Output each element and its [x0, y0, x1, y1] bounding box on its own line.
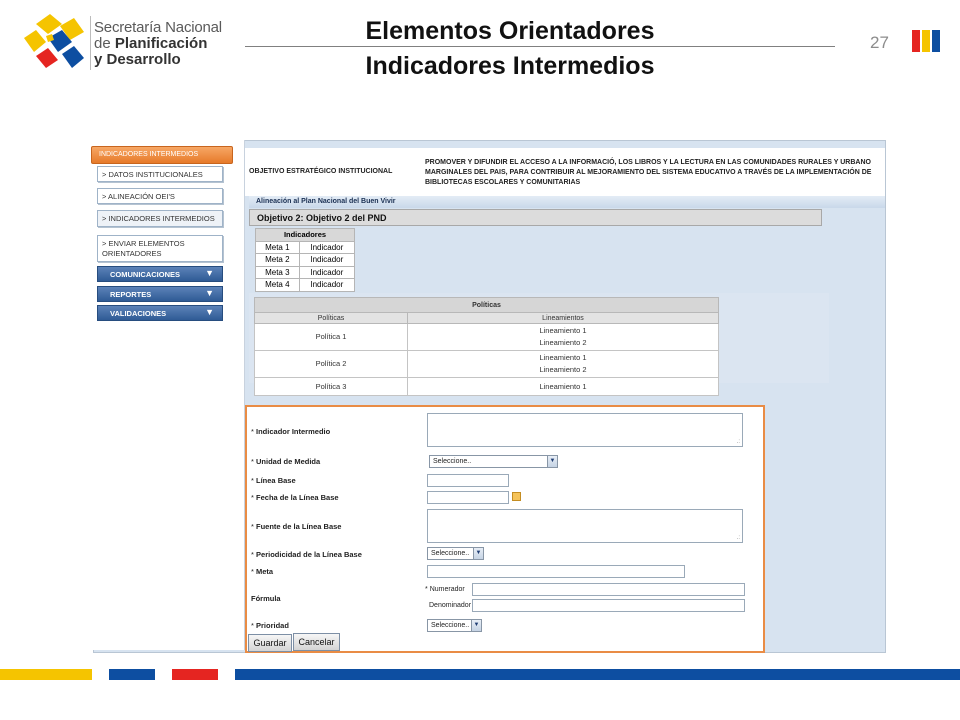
guidelines-cell [408, 324, 719, 351]
label-text: Fecha de la Línea Base [256, 493, 339, 502]
label-text: Periodicidad de la Línea Base [256, 550, 362, 559]
menu-reportes[interactable] [97, 286, 223, 302]
indicador-intermedio-label [251, 427, 330, 436]
meta-cell: Meta 4 [256, 279, 300, 292]
policies-table [254, 297, 719, 396]
table-row [256, 254, 355, 267]
indicator-cell: Indicador [299, 266, 354, 279]
footer-bar-blue-short [109, 669, 155, 680]
required-mark: * [251, 476, 254, 485]
table-row [256, 279, 355, 292]
label-text: Indicador Intermedio [256, 427, 331, 436]
footer-bar-blue-long [235, 669, 960, 680]
menu-validaciones[interactable] [97, 305, 223, 321]
menu-label: REPORTES [110, 290, 152, 299]
sidebar-item-label: > ENVIAR ELEMENTOS ORIENTADORES [102, 239, 185, 258]
save-button[interactable]: Guardar [248, 634, 292, 652]
fuente-linea-base-textarea[interactable] [427, 509, 743, 543]
fecha-linea-base-input[interactable] [427, 491, 509, 504]
sidebar-item-alineacion[interactable] [97, 188, 223, 204]
cancel-button[interactable]: Cancelar [293, 633, 340, 651]
denominador-label: Denominador [429, 602, 472, 609]
footer-bar-red [172, 669, 218, 680]
table-row [256, 266, 355, 279]
fecha-linea-base-label [251, 493, 339, 502]
chevron-down-icon: ▼ [205, 288, 214, 298]
resize-grip-icon: .: [736, 439, 740, 445]
guidelines-column-header: Lineamientos [408, 313, 719, 324]
policy-cell: Política 2 [255, 351, 408, 378]
flag-stripe-red [912, 30, 920, 52]
table-row [256, 241, 355, 254]
calendar-icon[interactable] [512, 492, 521, 501]
guidelines-cell [408, 351, 719, 378]
chevron-down-icon: ▼ [473, 548, 483, 559]
label-text: Línea Base [256, 476, 296, 485]
meta-label [251, 567, 273, 576]
indicator-cell: Indicador [299, 254, 354, 267]
menu-label: VALIDACIONES [110, 309, 167, 318]
required-mark: * [425, 586, 428, 593]
linea-base-label [251, 476, 296, 485]
numerador-input[interactable] [472, 583, 745, 596]
guideline: Lineamiento 2 [539, 365, 587, 374]
objective2-bar: Objetivo 2: Objetivo 2 del PND [249, 209, 822, 226]
slide-title-line2: Indicadores Intermedios [365, 52, 655, 80]
org-name-bold: Planificación [114, 35, 208, 52]
guideline: Lineamiento 1 [539, 326, 587, 335]
formula-label [251, 594, 281, 603]
required-mark: * [251, 567, 254, 576]
org-name-line3: y Desarrollo [94, 51, 181, 68]
alignment-title: Alineación al Plan Nacional del Buen Vivir [249, 196, 885, 208]
sidebar-header: INDICADORES INTERMEDIOS [91, 146, 233, 164]
unidad-medida-select[interactable] [429, 455, 558, 468]
select-value: Seleccione.. [431, 622, 470, 629]
required-mark: * [251, 427, 254, 436]
indicators-header: Indicadores [256, 229, 355, 242]
required-mark: * [251, 550, 254, 559]
chevron-down-icon: ▼ [547, 456, 557, 467]
periodicidad-select[interactable] [427, 547, 484, 560]
linea-base-input[interactable] [427, 474, 509, 487]
slide-title [330, 14, 690, 84]
label-text: Fuente de la Línea Base [256, 522, 342, 531]
fuente-linea-base-label [251, 522, 341, 531]
select-value: Seleccione.. [431, 550, 470, 557]
required-mark: * [251, 522, 254, 531]
guideline: Lineamiento 2 [539, 338, 587, 347]
label-text: Unidad de Medida [256, 457, 321, 466]
meta-input[interactable] [427, 565, 685, 578]
menu-comunicaciones[interactable] [97, 266, 223, 282]
table-row [255, 351, 719, 378]
indicators-table [255, 228, 355, 292]
guideline: Lineamiento 1 [539, 353, 587, 362]
required-mark: * [251, 457, 254, 466]
sidebar-item-enviar-elementos[interactable] [97, 235, 223, 262]
chevron-down-icon: ▼ [471, 620, 481, 631]
objective-label: OBJETIVO ESTRATÉGICO INSTITUCIONAL [249, 168, 393, 175]
policies-header: Políticas [255, 298, 719, 313]
chevron-down-icon: ▼ [205, 268, 214, 278]
indicator-cell: Indicador [299, 241, 354, 254]
required-mark: * [251, 621, 254, 630]
label-text: Fórmula [251, 594, 281, 603]
org-name-line1: Secretaría Nacional [94, 19, 222, 36]
guideline: Lineamiento 1 [539, 381, 587, 391]
numerador-label [425, 586, 465, 593]
resize-grip-icon: .: [736, 535, 740, 541]
objective-text: PROMOVER Y DIFUNDIR EL ACCESO A LA INFORMACIÓ, LOS LIBROS Y LA LECTURA EN LAS COMUNIDADES RURALES Y URBANO MARGINALES DEL PAIS, PARA CONTRIBUIR AL MEJORAMIENTO DEL SISTEMA EDUCATIVO A TRAVÉS DE LA IMPLEMENTACIÓN DE BIBLIOTECAS ESCOLARES Y COMUNITARIAS [425, 159, 872, 186]
label-text: Meta [256, 567, 274, 576]
policy-cell: Política 3 [255, 378, 408, 396]
policy-cell: Política 1 [255, 324, 408, 351]
sidebar-item-datos-institucionales[interactable] [97, 166, 223, 182]
chevron-down-icon: ▼ [205, 307, 214, 317]
select-value: Seleccione.. [433, 458, 472, 465]
prioridad-select[interactable] [427, 619, 482, 632]
footer-bar-yellow [0, 669, 92, 680]
sidebar-item-label: > ALINEACIÓN OEI'S [102, 192, 175, 201]
unidad-medida-label [251, 457, 320, 466]
slide-title-line1: Elementos Orientadores [365, 17, 655, 45]
policies-column-header: Políticas [255, 313, 408, 324]
indicator-cell: Indicador [299, 279, 354, 292]
organization-logo [22, 12, 87, 74]
periodicidad-label [251, 550, 362, 559]
meta-cell: Meta 3 [256, 266, 300, 279]
meta-cell: Meta 1 [256, 241, 300, 254]
prioridad-label [251, 621, 289, 630]
organization-name [94, 20, 222, 68]
flag-stripe-yellow [922, 30, 930, 52]
sidebar-item-indicadores-intermedios[interactable] [97, 210, 223, 227]
label-text: Numerador [429, 586, 465, 593]
sidebar-item-label: > DATOS INSTITUCIONALES [102, 170, 203, 179]
indicador-intermedio-textarea[interactable] [427, 413, 743, 447]
meta-cell: Meta 2 [256, 254, 300, 267]
sidebar-item-label: > INDICADORES INTERMEDIOS [102, 214, 215, 223]
denominador-input[interactable] [472, 599, 745, 612]
logo-divider [90, 16, 91, 70]
menu-label: COMUNICACIONES [110, 270, 181, 279]
flag-stripe-blue [932, 30, 940, 52]
label-text: Prioridad [256, 621, 289, 630]
required-mark: * [251, 493, 254, 502]
table-row [255, 324, 719, 351]
title-rule [245, 46, 835, 47]
guidelines-cell [408, 378, 719, 396]
org-name-prefix: de [94, 35, 115, 52]
page-number: 27 [870, 33, 889, 52]
table-row [255, 378, 719, 396]
